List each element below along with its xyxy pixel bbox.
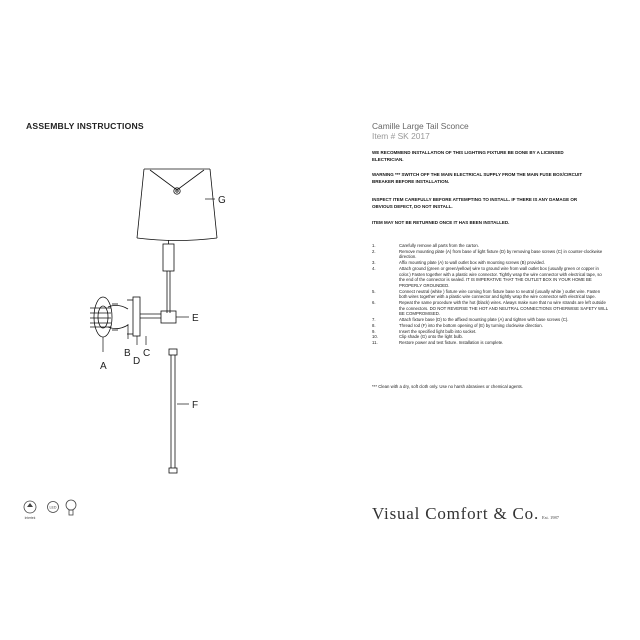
part-label-f: F bbox=[192, 400, 199, 411]
step-item: 10. Clip shade (G) onto the light bulb. bbox=[372, 334, 464, 340]
svg-text:LED: LED bbox=[49, 505, 57, 510]
exploded-diagram bbox=[0, 140, 320, 540]
part-label-a: A bbox=[100, 361, 107, 372]
step-item: 4. Attach ground (green or green/yellow) wire to ground wire from wall outlet box (usually green or copper in color.) Fasten together with a plastic wire connector. Tightly wrap the wire connector with electrical tape, so the end of the connector is sealed. IT IS IMPERATIVE THAT THE OUTLET BOX IN YOUR HOME BE PROPERLY GROUNDED. bbox=[372, 265, 602, 288]
bulb-icon bbox=[66, 500, 76, 515]
step-item: 7. Attach fixture base (D) to the affixed mounting plate (A) and tighten with base screws (C). bbox=[372, 317, 569, 323]
part-label-g: G bbox=[218, 195, 226, 206]
brand-name: Visual Comfort & Co. bbox=[372, 504, 540, 523]
part-label-c: C bbox=[143, 348, 151, 359]
product-title: Camille Large Tail Sconce bbox=[372, 121, 469, 131]
shade-drawing bbox=[137, 169, 217, 241]
part-label-d: D bbox=[133, 356, 141, 367]
product-item-number: Item # SK 2017 bbox=[372, 131, 430, 141]
part-label-e: E bbox=[192, 313, 199, 324]
step-item: 9. Insert the specified light bulb into socket. bbox=[372, 328, 477, 334]
part-label-b: B bbox=[124, 348, 131, 359]
certification-marks bbox=[22, 498, 82, 524]
brand-established: Est. 1987 bbox=[542, 515, 560, 520]
warning-power-off: WARNING *** SWITCH OFF THE MAIN ELECTRICAL SUPPLY FROM THE MAIN FUSE BOX/CIRCUIT BREAKER BEFORE INSTALLATION. bbox=[372, 172, 583, 184]
svg-text:Intertek: Intertek bbox=[24, 516, 36, 520]
step-item: 1. Carefully remove all parts from the carton. bbox=[372, 243, 480, 248]
warning-electrician: WE RECOMMEND INSTALLATION OF THIS LIGHTING FIXTURE BE DONE BY A LICENSED ELECTRICIAN. bbox=[372, 150, 564, 162]
step-item: 11. Restore power and test fixture. Installation is complete. bbox=[372, 339, 504, 345]
warning-inspect: INSPECT ITEM CAREFULLY BEFORE ATTEMPTING TO INSTALL. IF THERE IS ANY DAMAGE OR OBVIOUS DEFECT, DO NOT INSTALL. bbox=[372, 197, 578, 209]
led-badge-icon bbox=[48, 502, 59, 513]
warning-no-returns: ITEM MAY NOT BE RETURNED ONCE IT HAS BEEN INSTALLED. bbox=[372, 220, 510, 225]
step-item: 3. Affix mounting plate (A) to wall outlet box with mounting screws (B) provided. bbox=[372, 260, 545, 266]
etl-mark-icon bbox=[24, 501, 36, 520]
step-item: 2. Remove mounting plate (A) from base of light fixture (D) by removing base screws (C) in counter-clockwise direction. bbox=[372, 248, 603, 260]
care-note: *** Clean with a dry, soft cloth only. Use no harsh abrasives or chemical agents. bbox=[372, 384, 524, 389]
step-item: 6. Repeat the same procedure with the hot (black) wires. Always make sure that no wire strands are left outside the connectors. DO NOT REVERSE THE HOT AND NEUTRAL CONNECTIONS OTHERWISE SAFETY WILL BE COMPROMISED. bbox=[372, 300, 608, 317]
step-item: 8. Thread rod (F) into the bottom opening of (E) by turning clockwise direction. bbox=[372, 322, 543, 328]
assembly-title: ASSEMBLY INSTRUCTIONS bbox=[26, 121, 144, 131]
step-item: 5. Connect neutral (white ) fixture wire coming from fixture base to neutral (usually white ) outlet wire. Fasten both wires together with a plastic wire connector and tightly wrap the wire connector with electrical tape. bbox=[372, 288, 601, 300]
brand-logo bbox=[372, 504, 559, 524]
installation-steps bbox=[372, 243, 608, 346]
